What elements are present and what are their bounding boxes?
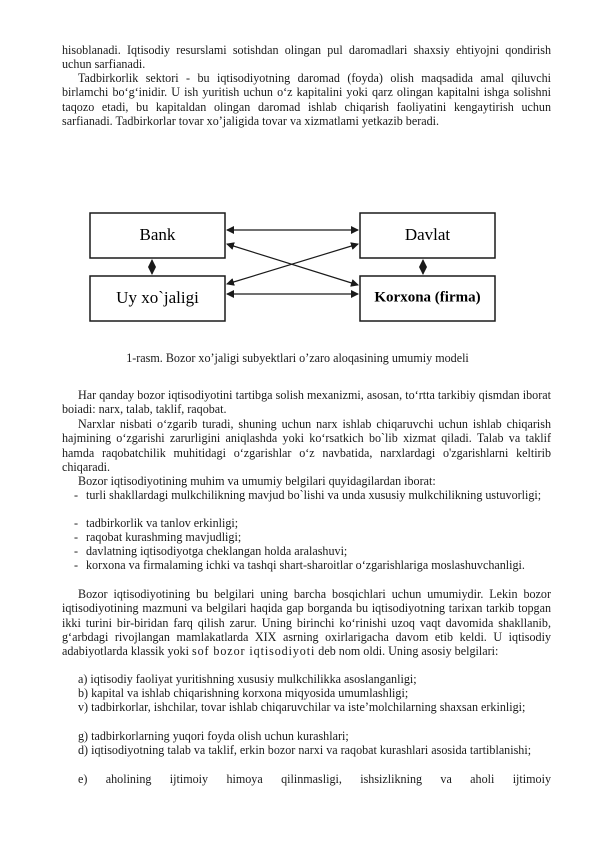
list-item: b) kapital va ishlab chiqarishning korxona miqyosida umumlashligi; — [78, 686, 409, 700]
list-item: - tadbirkorlik va tanlov erkinligi; — [74, 516, 239, 530]
subjects-diagram — [0, 180, 595, 330]
korxona-label: Korxona (firma) — [374, 289, 481, 306]
uy-xojaligi-box — [90, 276, 225, 321]
korxona-box — [360, 276, 495, 321]
list-item: - korxona va firmalaming ichki va tashqi shart-sharoitlar o‘zgarishlariga moslashuvchanligi. — [74, 558, 525, 572]
list-item: - turli shakllardagi mulkchilikning mavjud bo`lishi va unda xususiy mulkchilikning ustuvorligi; — [74, 488, 542, 502]
paragraph-belgilar-intro: Bozor iqtisodiyotining muhim va umumiy belgilari quyidagilardan iborat: — [78, 474, 436, 488]
paragraph-klassik: Bozor iqtisodiyotining bu belgilari uning barcha bosqichlari uchun umumiydir. Lekin bozor iqtisodiyotining mazmuni va belgilari haqida gap borganda bu iqtisodiyotning tarixan tarkib topgan ikki turini bir-biridan farq qilish zarur. Uning birinchi ko‘rinishi uzoq vaqt davomida shakllanib, g‘arbdagi rivojlangan mamlakatlarda XIX asrning oxirlarigacha davom etib keldi. U iqtisodiy adabiyotlarda klassik yoki sof bozor iqtisodiyoti deb nom oldi. Uning asosiy belgilari: — [62, 587, 551, 659]
list-item: g) tadbirkorlarning yuqori foyda olish uchun kurashlari; — [78, 729, 349, 743]
list-item: a) iqtisodiy faoliyat yuritishning xususiy mulkchilikka asoslanganligi; — [78, 672, 417, 686]
paragraph-intro: hisoblanadi. Iqtisodiy resurslami sotishdan olingan pul daromadlari shaxsiy ehtiyojni qondirish uchun sarfianadi. — [62, 43, 551, 72]
list-item: e) aholining ijtimoiy himoya qilinmasligi, ishsizlikning va aholi ijtimoiy — [78, 772, 551, 786]
paragraph-mexanizm: Har qanday bozor iqtisodiyotini tartibga solish mexanizmi, asosan, to‘rtta tarkibiy qismdan iborat boiadi: narx, talab, taklif, raqobat. — [62, 388, 551, 417]
paragraph-narxlar: Narxlar nisbati o‘zgarib turadi, shuning uchun narx ishlab chiqaruvchi uchun ishlab chiqarish hajmining o‘zgarishi zarurligini aniqlashda yoki ko‘rsatkich bo`lib xizmat qiladi. Talab va taklif hamda raqobatchilik muhitidagi o‘zgarishlar o‘z navbatida, narxlardagi o'zgarishlarni keltirib chiqaradi. — [62, 417, 551, 474]
paragraph-tadbirkorlik: Tadbirkorlik sektori - bu iqtisodiyotning daromad (foyda) olish maqsadida amal qiluvchi birlamchi bo‘g‘inidir. U ish yuritish uchun o‘z kapitalini yoki qarz olingan kapitalni ishga solishni taqozo etadi, bu kapitaldan olingan daromad ishlab chiqarish faoliyatini kengaytirish uchun sarfianadi. Tadbirkorlar tovar xo’jaligida tovar va xizmatlami yetkazib beradi. — [62, 71, 551, 128]
list-item: - raqobat kurashming mavjudligi; — [74, 530, 242, 544]
list-item: v) tadbirkorlar, ishchilar, tovar ishlab chiqaruvchilar va iste’molchilarning shaxsan erkinligi; — [78, 700, 526, 714]
bank-label: Bank — [139, 224, 176, 244]
list-item: - davlatning iqtisodiyotga cheklangan holda aralashuvi; — [74, 544, 348, 558]
bank-box — [90, 213, 225, 258]
davlat-label: Davlat — [404, 224, 451, 244]
uy-xojaligi-label: Uy xo`jaligi — [116, 287, 199, 307]
davlat-box — [360, 213, 495, 258]
figure-caption: 1-rasm. Bozor xo’jaligi subyektlari o’zaro aloqasining umumiy modeli — [126, 351, 469, 365]
list-item: d) iqtisodiyotning talab va taklif, erkin bozor narxi va raqobat kurashlari asosida tartiblanishi; — [78, 743, 532, 757]
